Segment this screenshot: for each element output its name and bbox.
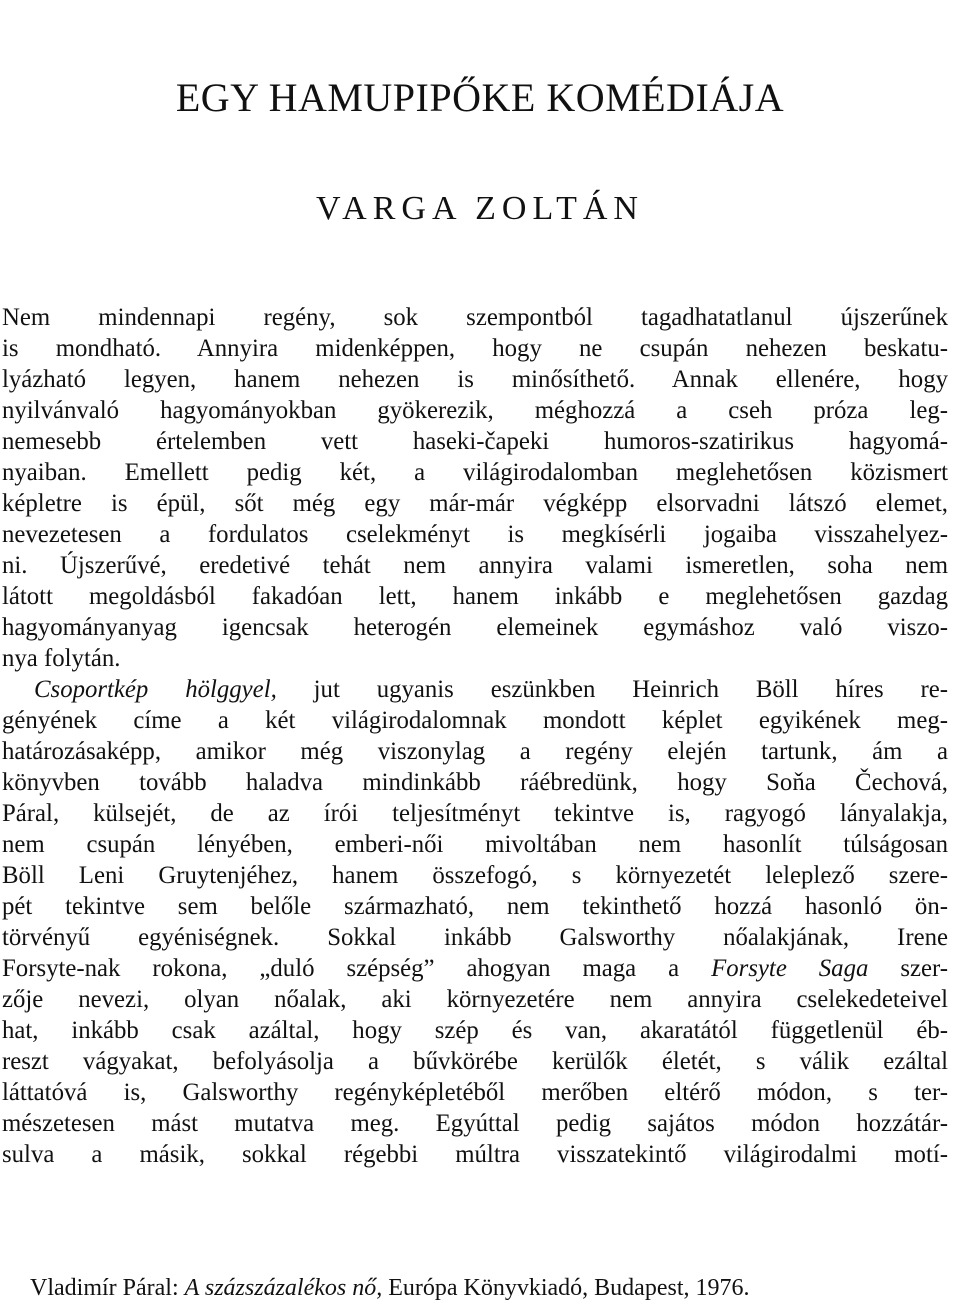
body-line: nem csupán lényében, emberi-női mivoltában nem hasonlít túlságosan <box>2 831 948 858</box>
body-line: is mondható. Annyira midenképpen, hogy ne csupán nehezen beskatu- <box>2 335 948 362</box>
article-author: VARGA ZOLTÁN <box>316 190 644 227</box>
footnote-author: Vladimír Páral: <box>30 1275 185 1301</box>
body-line: nevezetesen a fordulatos cselekményt is megkísérli jogaiba visszahelyez- <box>2 521 948 548</box>
body-line: hat, inkább csak azáltal, hogy szép és van, akaratától függetlenül éb- <box>2 1017 948 1044</box>
line-text: jut ugyanis eszünkben Heinrich Böll híres re- <box>313 676 948 703</box>
body-line: nyilvánvaló hagyományokban gyökerezik, méghozzá a cseh próza leg- <box>2 397 948 424</box>
footnote-book-title: A százszázalékos nő, <box>184 1275 383 1301</box>
body-line <box>34 674 948 705</box>
body-line: ni. Újszerűvé, eredetivé tehát nem annyira valami ismeretlen, soha nem <box>2 552 948 579</box>
body-line: mészetesen mást mutatva meg. Egyúttal pedig sajátos módon hozzátár- <box>2 1110 948 1137</box>
body-line: nya folytán. <box>2 645 121 672</box>
body-line: hagyományanyag igencsak heterogén elemeinek egymáshoz való viszo- <box>2 614 948 641</box>
line-text: szer- <box>900 955 949 982</box>
italic-title-group-portrait: Csoportkép hölggyel, <box>34 676 277 703</box>
body-line: Böll Leni Gruytenjéhez, hanem összefogó, s környezetét leleplező szere- <box>2 862 948 889</box>
footnote-publisher: Európa Könyvkiadó, Budapest, 1976. <box>382 1275 750 1301</box>
body-line: sulva a másik, sokkal régebbi múltra visszatekintő világirodalmi motí- <box>2 1141 948 1168</box>
body-line: Páral, külsejét, de az írói teljesítményt tekintve is, ragyogó lányalakja, <box>2 800 948 827</box>
footnote <box>30 1275 930 1302</box>
body-line: gényének címe a két világirodalomnak mondott képlet egyikének meg- <box>2 707 948 734</box>
body-line <box>2 953 948 984</box>
body-line: reszt vágyakat, befolyásolja a bűvkörébe kerülők életét, s válik ezáltal <box>2 1048 948 1075</box>
body-line: Nem mindennapi regény, sok szempontból tagadhatatlanul újszerűnek <box>2 304 948 331</box>
body-line: képletre is épül, sőt még egy már-már végképp elsorvadni látszó elemet, <box>2 490 948 517</box>
body-line: könyvben tovább haladva mindinkább ráébredünk, hogy Soňa Čechová, <box>2 769 948 796</box>
body-line: nemesebb értelemben vett haseki-čapeki humoros-szatirikus hagyomá- <box>2 428 948 455</box>
body-line: nyaiban. Emellett pedig két, a világirodalomban meglehetősen közismert <box>2 459 948 486</box>
body-line: határozásaképp, amikor még viszonylag a regény elején tartunk, ám a <box>2 738 948 765</box>
body-line: pét tekintve sem belőle származható, nem tekinthető hozzá hasonló ön- <box>2 893 948 920</box>
body-line: törvényű egyéniségnek. Sokkal inkább Galsworthy nőalakjának, Irene <box>2 924 948 951</box>
body-line: zője nevezi, olyan nőalak, aki környezetére nem annyira cselekedeteivel <box>2 986 948 1013</box>
line-text: Forsyte-nak rokona, „duló szépség” ahogyan maga a <box>2 955 680 982</box>
article-title: EGY HAMUPIPŐKE KOMÉDIÁJA <box>175 75 785 120</box>
body-line: láttatóvá is, Galsworthy regényképletéből merőben eltérő módon, s ter- <box>2 1079 948 1106</box>
body-line: látott megoldásból fakadóan lett, hanem inkább e meglehetősen gazdag <box>2 583 948 610</box>
italic-title-forsyte-saga: Forsyte Saga <box>711 955 869 982</box>
body-line: lyázható legyen, hanem nehezen is minősíthető. Annak ellenére, hogy <box>2 366 948 393</box>
